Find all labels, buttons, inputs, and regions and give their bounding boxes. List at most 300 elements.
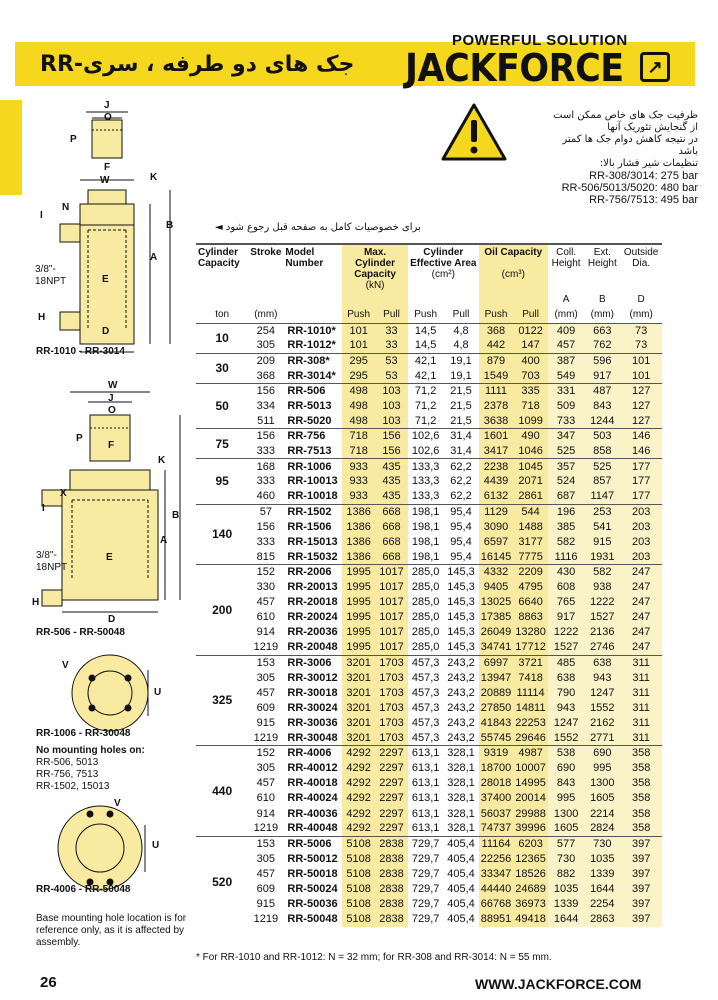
stroke-cell: 152 [248, 746, 283, 761]
brand-slogan: POWERFUL SOLUTION [452, 32, 628, 49]
outside-dia-cell: 311 [620, 700, 662, 715]
outside-dia-cell: 311 [620, 715, 662, 730]
ext-height-cell: 541 [584, 519, 620, 534]
pull-capacity-cell: 156 [375, 429, 408, 444]
col-header-max-capacity-label: Max. Cylinder Capacity [354, 247, 396, 280]
coll-height-cell: 1247 [548, 715, 584, 730]
pull-capacity-cell: 668 [375, 549, 408, 564]
stroke-cell: 610 [256, 792, 276, 805]
sub-push: Push [342, 307, 375, 323]
table-row [196, 791, 662, 806]
outside-dia-cell: 358 [620, 806, 662, 821]
pull-capacity-cell: 435 [375, 459, 408, 474]
cylinder-diagrams [0, 90, 200, 950]
pull-oil-cell: 6203 [513, 836, 548, 851]
push-oil-cell: 4332 [479, 565, 514, 580]
diagram-caption: RR-4006 - RR-50048 [36, 884, 131, 895]
push-capacity-cell: 1386 [342, 519, 375, 534]
table-row [196, 851, 662, 866]
pull-oil-cell: 6640 [513, 595, 548, 610]
pull-capacity-cell: 1017 [375, 640, 408, 655]
capacity-cell: 50 [196, 383, 248, 428]
pull-capacity-cell: 668 [375, 519, 408, 534]
npt-label: 3/8"- [35, 264, 56, 275]
sub-cell [443, 293, 478, 307]
push-capacity-cell: 1995 [342, 625, 375, 640]
npt-label: 18NPT [36, 562, 68, 573]
coll-height-cell: 943 [548, 700, 584, 715]
dim-label-w: W [108, 380, 118, 391]
pull-area-cell: 62,2 [450, 490, 472, 503]
pull-oil-cell: 8863 [513, 610, 548, 625]
stroke-cell: 511 [257, 414, 275, 427]
model-cell: RR-30018 [287, 686, 338, 699]
pull-capacity-cell: 2297 [375, 776, 408, 791]
ext-height-cell: 1247 [584, 685, 620, 700]
coll-height-cell: 917 [548, 610, 584, 625]
npt-label: 18NPT [35, 276, 67, 287]
table-row [196, 776, 662, 791]
dim-label-k: K [158, 455, 166, 466]
pull-oil-cell: 24689 [515, 883, 546, 896]
col-header-oil-label: Oil Capacity [484, 247, 543, 258]
pull-area-cell: 328,1 [447, 762, 475, 775]
ext-height-cell: 730 [584, 836, 620, 851]
stroke-cell: 305 [256, 762, 276, 775]
push-capacity-cell: 4292 [342, 791, 375, 806]
outside-dia-cell: 127 [620, 414, 662, 429]
coll-height-cell: 196 [548, 504, 584, 519]
stroke-cell: 209 [248, 353, 283, 368]
capacity-cell: 75 [196, 429, 248, 459]
push-area-cell: 613,1 [411, 762, 440, 775]
push-oil-cell: 1549 [479, 368, 514, 383]
push-capacity-cell: 498 [342, 398, 375, 413]
pull-area-cell: 19,1 [450, 369, 472, 382]
sub-d: D [637, 294, 645, 305]
page-header [0, 0, 718, 90]
outside-dia-cell: 177 [620, 489, 662, 504]
model-cell: RR-20036 [287, 626, 338, 639]
outside-dia-cell: 127 [620, 398, 662, 413]
stroke-cell: 1219 [253, 913, 279, 926]
pull-area-cell: 145,3 [447, 611, 475, 624]
push-capacity-cell: 718 [342, 444, 375, 459]
push-oil-cell: 18700 [480, 762, 512, 775]
dim-label-o: O [108, 405, 116, 416]
sub-cell [248, 293, 283, 307]
sub-cell [513, 293, 548, 307]
push-area-cell: 613,1 [411, 807, 440, 820]
ext-height-cell: 582 [584, 565, 620, 580]
pull-capacity-cell: 2838 [375, 851, 408, 866]
push-oil-cell: 11164 [479, 836, 514, 851]
col-header-outside-dia: Outside Dia. [620, 244, 662, 293]
stroke-cell: 1219 [253, 731, 279, 744]
model-cell: RR-5013 [287, 400, 332, 413]
stroke-cell: 460 [256, 490, 276, 503]
push-oil-cell: 13947 [480, 671, 512, 684]
model-cell: RR-5020 [287, 414, 332, 427]
push-oil-cell: 41843 [480, 716, 512, 729]
ext-height-cell: 1244 [584, 414, 620, 429]
pull-area-cell: 405,4 [447, 852, 475, 865]
coll-height-cell: 485 [548, 655, 584, 670]
pull-area-cell: 95,4 [450, 520, 472, 533]
coll-height-cell: 357 [548, 459, 584, 474]
coll-height-cell: 1222 [548, 625, 584, 640]
outside-dia-cell: 397 [620, 851, 662, 866]
reference-note: برای خصوصیات کامل به صفحه قبل رجوع شود ◄ [215, 222, 421, 233]
table-row [196, 489, 662, 504]
stroke-cell: 254 [248, 323, 283, 338]
warning-triangle-icon [440, 102, 508, 162]
push-area-cell: 729,7 [411, 883, 440, 896]
stroke-cell: 368 [256, 369, 276, 382]
coll-height-cell: 385 [548, 519, 584, 534]
outside-dia-cell: 247 [620, 565, 662, 580]
push-oil-cell: 6997 [479, 655, 514, 670]
push-oil-cell: 22256 [480, 852, 512, 865]
table-row [196, 368, 662, 383]
pull-capacity-cell: 1017 [375, 625, 408, 640]
ext-height-cell: 2254 [584, 897, 620, 912]
pull-capacity-cell: 2297 [375, 761, 408, 776]
diagram-rr506 [42, 392, 180, 612]
pull-oil-cell: 36973 [515, 898, 546, 911]
ext-height-cell: 843 [584, 398, 620, 413]
outside-dia-cell: 397 [620, 912, 662, 927]
push-oil-cell: 1129 [479, 504, 514, 519]
pull-oil-cell: 2071 [513, 474, 548, 489]
pull-capacity-cell: 53 [375, 368, 408, 383]
pull-area-cell: 405,4 [443, 836, 478, 851]
outside-dia-cell: 397 [620, 897, 662, 912]
coll-height-cell: 538 [548, 746, 584, 761]
mounting-note [36, 745, 145, 793]
table-row [196, 519, 662, 534]
ext-height-cell: 1222 [584, 595, 620, 610]
model-cell: RR-1012* [287, 339, 336, 352]
push-oil-cell: 2378 [479, 398, 514, 413]
push-capacity-cell: 933 [342, 489, 375, 504]
warning-line: ظرفیت جک های خاص ممکن است [553, 110, 698, 121]
table-row [196, 534, 662, 549]
pull-oil-cell: 12365 [515, 852, 546, 865]
pull-area-cell: 21,5 [450, 400, 472, 413]
push-capacity-cell: 295 [342, 353, 375, 368]
dim-label-a: A [160, 535, 168, 546]
model-cell: RR-50012 [287, 852, 338, 865]
pull-area-cell: 19,1 [443, 353, 478, 368]
table-row [196, 670, 662, 685]
model-cell: RR-50048 [287, 913, 338, 926]
push-area-cell: 198,1 [408, 504, 443, 519]
specification-table [196, 243, 662, 927]
stroke-cell: 153 [248, 655, 283, 670]
pull-area-cell: 243,2 [447, 731, 475, 744]
ext-height-cell: 858 [584, 444, 620, 459]
ext-height-cell: 1931 [584, 549, 620, 564]
model-cell: RR-20013 [287, 581, 338, 594]
stroke-cell: 168 [248, 459, 283, 474]
coll-height-cell: 765 [548, 595, 584, 610]
push-area-cell: 729,7 [411, 898, 440, 911]
model-cell: RR-3006 [283, 655, 342, 670]
stroke-cell: 1219 [253, 641, 279, 654]
push-oil-cell: 13025 [480, 596, 512, 609]
stroke-cell: 156 [248, 383, 283, 398]
push-area-cell: 729,7 [408, 836, 443, 851]
outside-dia-cell: 177 [620, 459, 662, 474]
diagram-caption: RR-506 - RR-50048 [36, 627, 125, 638]
col-header-max-capacity [342, 244, 408, 293]
table-row [196, 640, 662, 655]
pull-area-cell: 328,1 [447, 807, 475, 820]
pull-oil-cell: 1046 [513, 444, 548, 459]
push-area-cell: 457,3 [411, 671, 440, 684]
pull-oil-cell: 29988 [515, 807, 546, 820]
dim-label-e: E [106, 552, 113, 563]
diagram-rr1010 [60, 112, 170, 352]
outside-dia-cell: 177 [620, 474, 662, 489]
outside-dia-cell: 358 [620, 776, 662, 791]
coll-height-cell: 1644 [548, 912, 584, 927]
warning-line: RR-506/5013/5020: 480 bar [561, 182, 698, 194]
ext-height-cell: 917 [584, 368, 620, 383]
model-cell: RR-1506 [287, 520, 332, 533]
col-header-oil-unit: (cm³) [501, 269, 525, 280]
coll-height-cell: 457 [548, 338, 584, 353]
push-area-cell: 133,3 [408, 459, 443, 474]
pull-capacity-cell: 2297 [375, 821, 408, 836]
ext-height-cell: 762 [584, 338, 620, 353]
dim-label-v: V [62, 660, 69, 671]
dim-label-u: U [154, 687, 162, 698]
pull-capacity-cell: 103 [375, 398, 408, 413]
pull-capacity-cell: 1017 [375, 580, 408, 595]
pull-capacity-cell: 2838 [375, 836, 408, 851]
model-cell: RR-30036 [287, 716, 338, 729]
push-area-cell: 14,5 [414, 339, 437, 352]
table-row [196, 655, 662, 670]
dim-label-j: J [104, 100, 110, 111]
col-header-stroke: Stroke [248, 244, 283, 293]
push-capacity-cell: 4292 [342, 806, 375, 821]
push-area-cell: 71,2 [414, 414, 437, 427]
ext-height-cell: 1300 [584, 776, 620, 791]
model-cell: RR-30048 [287, 731, 338, 744]
push-oil-cell: 9405 [479, 580, 514, 595]
push-capacity-cell: 718 [342, 429, 375, 444]
coll-height-cell: 882 [548, 866, 584, 881]
model-cell: RR-30024 [287, 701, 338, 714]
pull-area-cell: 405,4 [447, 867, 475, 880]
ext-height-cell: 943 [584, 670, 620, 685]
pull-capacity-cell: 1703 [375, 655, 408, 670]
push-oil-cell: 879 [479, 353, 514, 368]
pull-area-cell: 95,4 [450, 535, 472, 548]
outside-dia-cell: 101 [620, 353, 662, 368]
coll-height-cell: 1552 [548, 731, 584, 746]
push-capacity-cell: 101 [342, 338, 375, 353]
pull-area-cell: 145,3 [447, 641, 475, 654]
push-area-cell: 457,3 [411, 731, 440, 744]
stroke-cell: 609 [256, 701, 276, 714]
table-row [196, 610, 662, 625]
model-cell: RR-10013 [287, 475, 338, 488]
sub-b: B [598, 294, 606, 305]
ext-height-cell: 915 [584, 534, 620, 549]
dim-label-h: H [38, 312, 46, 323]
model-cell: RR-5006 [283, 836, 342, 851]
outside-dia-cell: 101 [620, 368, 662, 383]
pull-oil-cell: 14811 [513, 700, 548, 715]
push-capacity-cell: 1995 [342, 640, 375, 655]
push-area-cell: 133,3 [411, 490, 440, 503]
ext-height-cell: 938 [584, 580, 620, 595]
coll-height-cell: 790 [548, 685, 584, 700]
push-area-cell: 285,0 [411, 596, 440, 609]
pull-area-cell: 145,3 [443, 565, 478, 580]
pull-capacity-cell: 2838 [375, 866, 408, 881]
outside-dia-cell: 397 [620, 881, 662, 896]
model-cell: RR-15032 [287, 550, 338, 563]
dim-label-j: J [108, 393, 114, 404]
stroke-cell: 815 [256, 550, 276, 563]
model-cell: RR-308* [283, 353, 342, 368]
stroke-cell: 156 [248, 429, 283, 444]
pull-area-cell: 145,3 [447, 596, 475, 609]
table-row [196, 580, 662, 595]
coll-height-cell: 690 [548, 761, 584, 776]
pull-area-cell: 405,4 [447, 898, 475, 911]
stroke-cell: 457 [256, 867, 276, 880]
outside-dia-cell: 146 [620, 429, 662, 444]
coll-height-cell: 409 [548, 323, 584, 338]
model-cell: RR-40048 [287, 822, 338, 835]
push-area-cell: 285,0 [408, 565, 443, 580]
pull-capacity-cell: 53 [375, 353, 408, 368]
table-row [196, 429, 662, 444]
ext-height-cell: 487 [584, 383, 620, 398]
pull-oil-cell: 18526 [515, 867, 546, 880]
ext-height-cell: 2824 [584, 821, 620, 836]
col-header-ext-height: Ext. Height [584, 244, 620, 293]
ext-height-cell: 1527 [584, 610, 620, 625]
warning-line: از گنجایش تئوریک آنها [607, 122, 698, 133]
pull-capacity-cell: 1703 [375, 685, 408, 700]
table-row [196, 353, 662, 368]
model-cell: RR-40024 [287, 792, 338, 805]
push-oil-cell: 56037 [480, 807, 512, 820]
col-header-area [408, 244, 479, 293]
push-capacity-cell: 3201 [342, 715, 375, 730]
ext-height-cell: 1339 [584, 866, 620, 881]
sub-cell [342, 293, 375, 307]
pull-oil-cell: 335 [513, 383, 548, 398]
ext-height-cell: 995 [584, 761, 620, 776]
push-oil-cell: 74737 [480, 822, 512, 835]
col-header-area-unit: (cm²) [431, 269, 455, 280]
dim-label-f: F [104, 162, 111, 173]
outside-dia-cell: 73 [620, 323, 662, 338]
push-oil-cell: 55745 [480, 731, 512, 744]
table-row [196, 398, 662, 413]
outside-dia-cell: 311 [620, 655, 662, 670]
col-header-max-capacity-unit: (kN) [365, 280, 385, 291]
ext-height-cell: 1035 [584, 851, 620, 866]
pull-capacity-cell: 33 [375, 338, 408, 353]
dim-label-e: E [102, 274, 109, 285]
push-capacity-cell: 933 [342, 459, 375, 474]
col-header-oil [479, 244, 548, 293]
push-area-cell: 285,0 [411, 641, 440, 654]
ext-height-cell: 1644 [584, 881, 620, 896]
coll-height-cell: 1605 [548, 821, 584, 836]
coll-height-cell: 1035 [548, 881, 584, 896]
model-cell: RR-756 [283, 429, 342, 444]
coll-height-cell: 687 [548, 489, 584, 504]
pull-capacity-cell: 1703 [375, 731, 408, 746]
coll-height-cell: 638 [548, 670, 584, 685]
pull-capacity-cell: 156 [375, 444, 408, 459]
push-capacity-cell: 101 [342, 323, 375, 338]
ext-height-cell: 2746 [584, 640, 620, 655]
coll-height-cell: 509 [548, 398, 584, 413]
pull-capacity-cell: 1703 [375, 670, 408, 685]
diagram-caption: RR-1010 - RR-3014 [36, 346, 125, 357]
stroke-cell: 334 [256, 400, 276, 413]
coll-height-cell: 1116 [548, 549, 584, 564]
stroke-cell: 914 [256, 807, 276, 820]
sub-pull: Pull [513, 307, 548, 323]
push-area-cell: 729,7 [411, 913, 440, 926]
warning-line: باشد [678, 146, 698, 157]
dim-label-f: F [108, 440, 115, 451]
dim-label-i: I [42, 503, 45, 514]
table-row [196, 595, 662, 610]
model-cell: RR-30012 [287, 671, 338, 684]
pull-oil-cell: 7418 [513, 670, 548, 685]
outside-dia-cell: 247 [620, 595, 662, 610]
pull-oil-cell: 39996 [515, 822, 546, 835]
mounting-note-line: RR-756, 7513 [36, 769, 99, 780]
outside-dia-cell: 203 [620, 534, 662, 549]
pull-oil-cell: 13280 [515, 626, 546, 639]
capacity-cell: 95 [196, 459, 248, 504]
push-capacity-cell: 3201 [342, 670, 375, 685]
pull-oil-cell: 1099 [513, 414, 548, 429]
table-row [196, 912, 662, 927]
outside-dia-cell: 203 [620, 504, 662, 519]
capacity-cell: 325 [196, 655, 248, 746]
pull-area-cell: 328,1 [447, 822, 475, 835]
pull-capacity-cell: 33 [375, 323, 408, 338]
stroke-cell: 305 [256, 339, 276, 352]
footnote: * For RR-1010 and RR-1012: N = 32 mm; for RR-308 and RR-3014: N = 55 mm. [196, 952, 552, 963]
coll-height-cell: 582 [548, 534, 584, 549]
outside-dia-cell: 311 [620, 670, 662, 685]
ext-height-cell: 503 [584, 429, 620, 444]
push-area-cell: 285,0 [411, 626, 440, 639]
sub-a: A [562, 294, 570, 305]
coll-height-cell: 347 [548, 429, 584, 444]
table-row [196, 504, 662, 519]
ext-height-cell: 857 [584, 474, 620, 489]
push-capacity-cell: 4292 [342, 776, 375, 791]
push-area-cell: 457,3 [408, 655, 443, 670]
